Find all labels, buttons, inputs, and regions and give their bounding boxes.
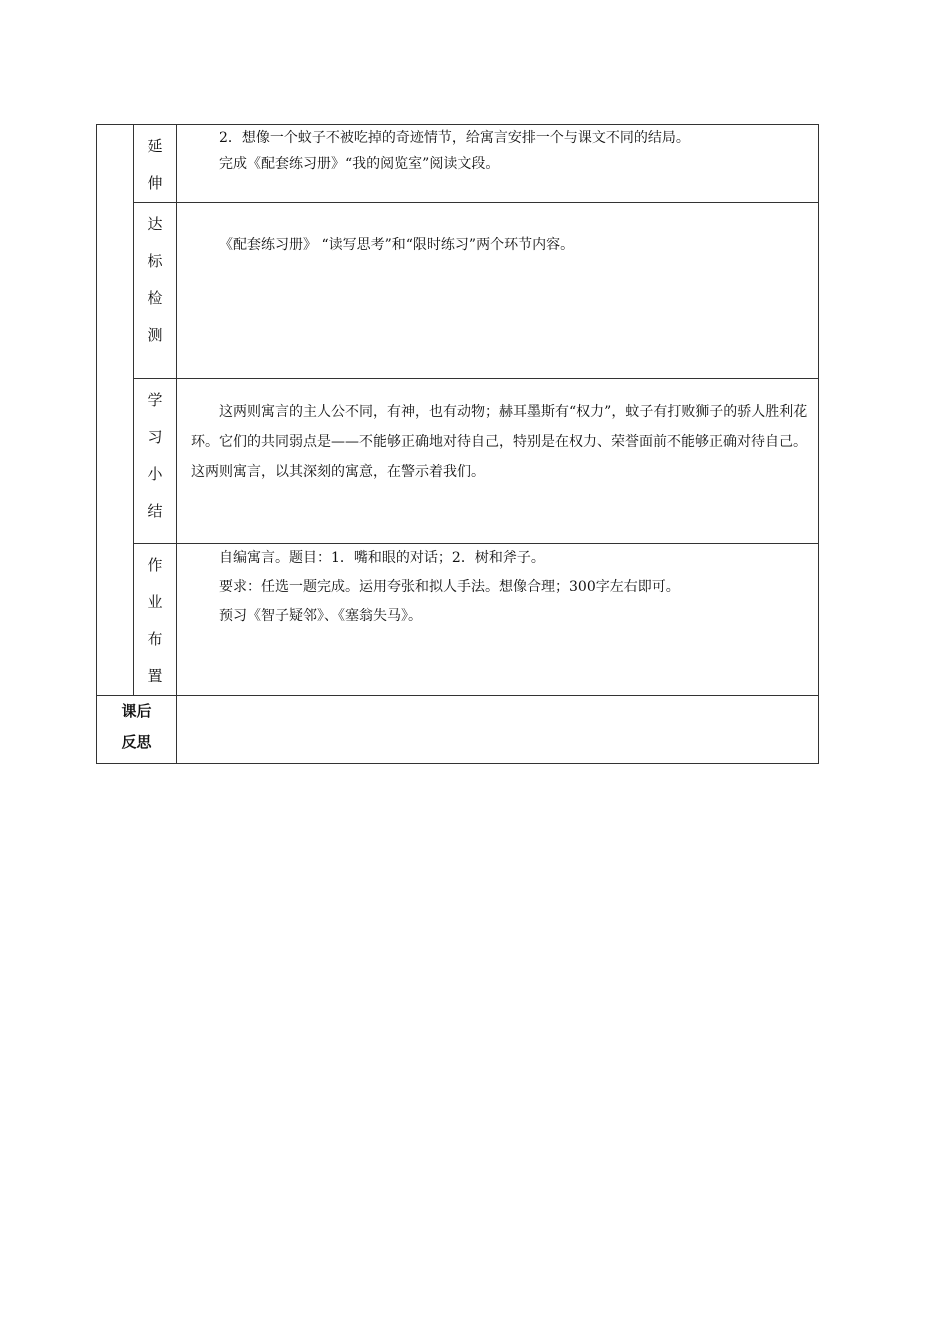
label-char: 达 [147,215,163,233]
row-label-extend [134,125,177,203]
label-char: 延 [147,137,163,155]
content-paragraph: 这两则寓言的主人公不同，有神，也有动物；赫耳墨斯有“权力”，蚊子有打败狮子的骄人胜利花环。它们的共同弱点是——不能够正确地对待自己，特别是在权力、荣誉面前不能够正确对待自己。这两则寓言，以其深刻的寓意，在警示着我们。 [191,404,808,480]
table-row-reflect [97,696,819,764]
label-char: 业 [147,593,163,611]
table-row-extend [97,125,819,203]
table-row-homework [97,544,819,696]
table-row-summary [97,379,819,544]
label-char: 作 [147,556,163,574]
table-row-test [97,203,819,379]
label-char: 伸 [147,174,163,192]
stage-column-cell [97,125,134,696]
row-label-test [134,203,177,379]
content-line: 2．想像一个蚊子不被吃掉的奇迹情节，给寓言安排一个与课文不同的结局。 [219,130,690,146]
row-content-reflect [177,696,819,764]
label-line: 课后 [121,702,152,720]
label-char: 标 [147,252,163,270]
content-line: 自编寓言。题目：1．嘴和眼的对话；2．树和斧子。 [219,550,545,566]
label-char: 布 [147,630,163,648]
content-line: 预习《智子疑邻》、《塞翁失马》。 [219,608,422,624]
row-content-extend [177,125,819,203]
content-line: 《配套练习册》 “读写思考”和“限时练习”两个环节内容。 [219,237,575,253]
row-label-homework [134,544,177,696]
row-label-summary [134,379,177,544]
content-line: 要求：任选一题完成。运用夸张和拟人手法。想像合理；300字左右即可。 [219,579,680,595]
label-char: 测 [147,326,163,344]
label-char: 结 [147,502,163,520]
row-label-reflect [97,696,177,764]
content-line: 完成《配套练习册》“我的阅览室”阅读文段。 [219,156,500,172]
row-content-test [177,203,819,379]
label-char: 习 [147,428,163,446]
label-char: 置 [147,667,163,685]
label-char: 学 [147,391,163,409]
label-line: 反思 [121,733,152,751]
row-content-summary [177,379,819,544]
label-char: 检 [147,289,163,307]
lesson-plan-table [96,124,819,764]
label-char: 小 [147,465,163,483]
row-content-homework [177,544,819,696]
